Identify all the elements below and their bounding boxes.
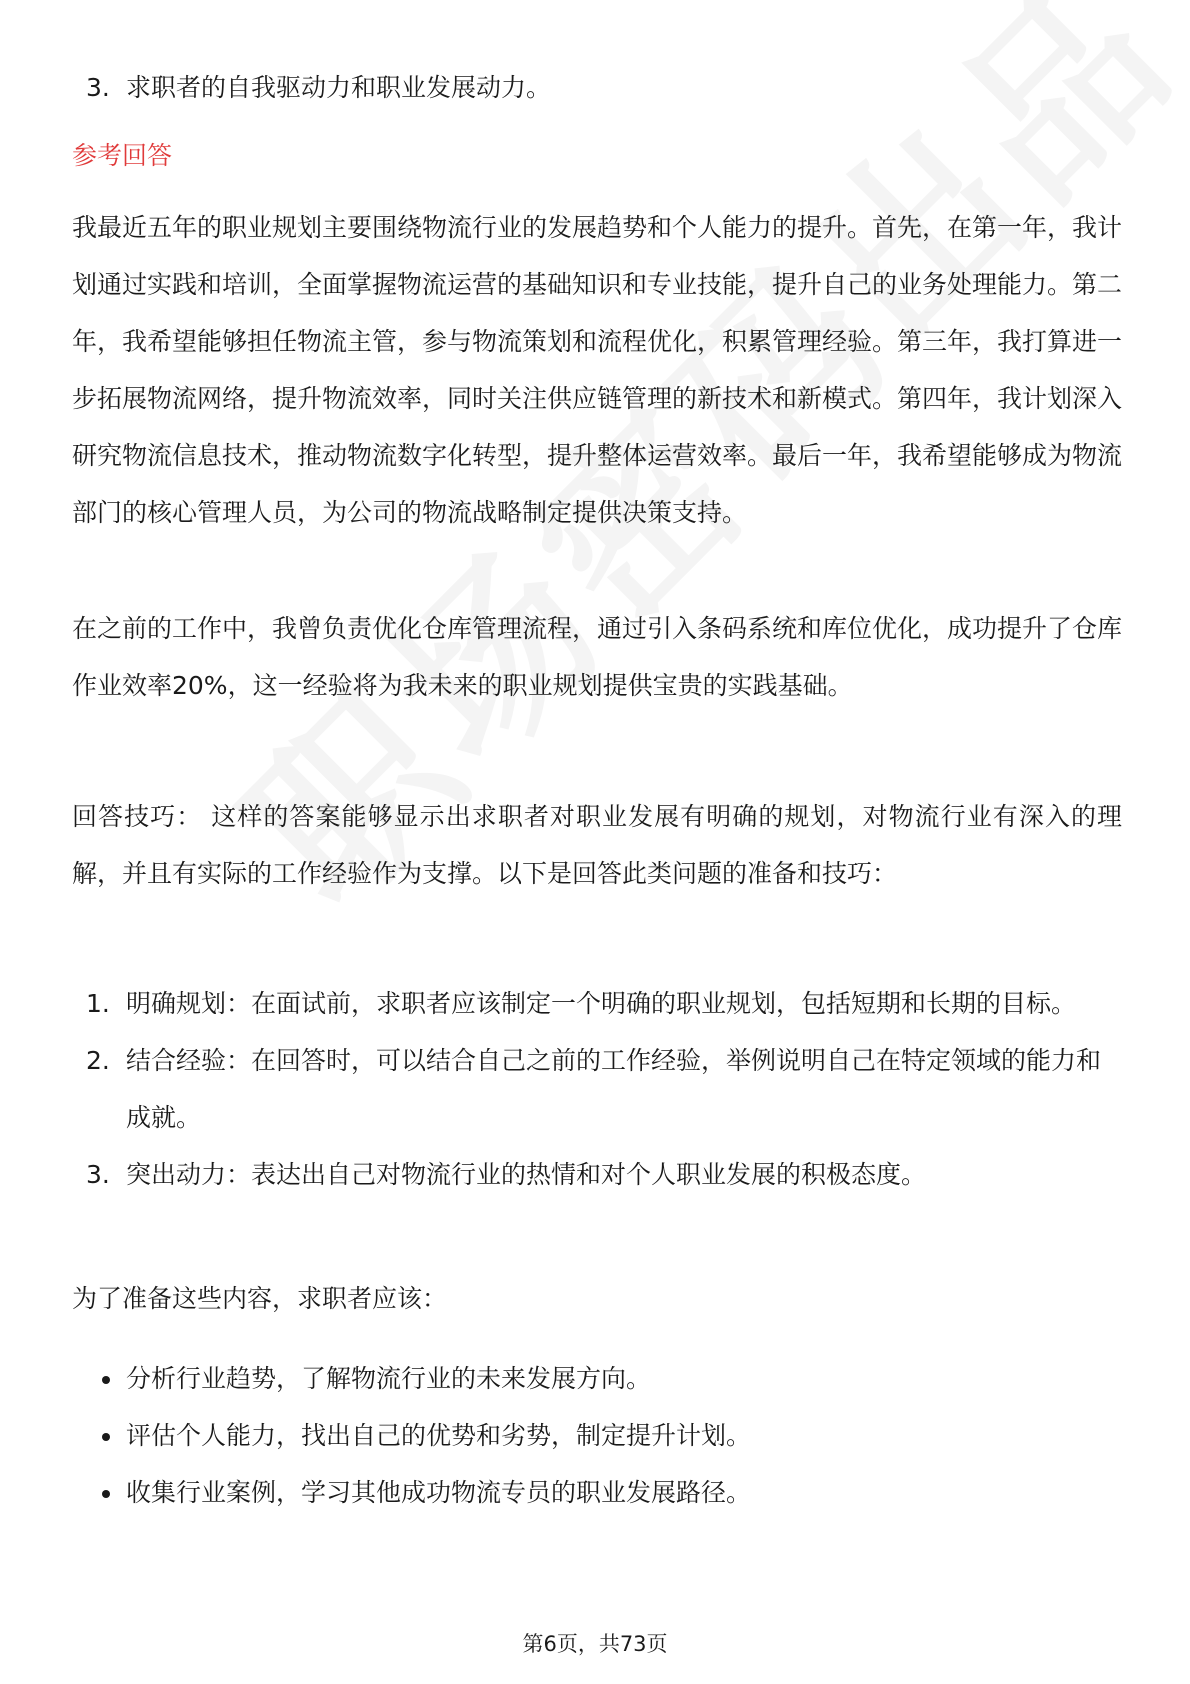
list-item-text: 评估个人能力，找出自己的优势和劣势，制定提升计划。 [126, 1421, 752, 1450]
experience-paragraph: 在之前的工作中，我曾负责优化仓库管理流程，通过引入条码系统和库位优化，成功提升了仓库作业效率20%，这一经验将为我未来的职业规划提供宝贵的实践基础。 [72, 614, 1123, 700]
list-number: 3. [86, 73, 110, 102]
tips-list [72, 975, 1122, 1203]
list-item [72, 1407, 1122, 1464]
tips-paragraph: 回答技巧： 这样的答案能够显示出求职者对职业发展有明确的规划，对物流行业有深入的理解，并且有实际的工作经验作为支撑。以下是回答此类问题的准备和技巧： [72, 802, 1122, 888]
bullet-icon [102, 1490, 110, 1498]
list-number: 3. [86, 1160, 110, 1189]
list-item-text: 分析行业趋势，了解物流行业的未来发展方向。 [126, 1364, 652, 1393]
bullet-icon [102, 1376, 110, 1384]
list-item-text: 求职者的自我驱动力和职业发展动力。 [126, 73, 552, 102]
list-item-text: 突出动力：表达出自己对物流行业的热情和对个人职业发展的积极态度。 [126, 1160, 927, 1189]
list-item-text: 明确规划：在面试前，求职者应该制定一个明确的职业规划，包括短期和长期的目标。 [126, 989, 1077, 1018]
page-footer: 第6页，共73页 [522, 1632, 668, 1656]
answer-paragraph: 我最近五年的职业规划主要围绕物流行业的发展趋势和个人能力的提升。首先，在第一年，我计划通过实践和培训，全面掌握物流运营的基础知识和专业技能，提升自己的业务处理能力。第二年，我希望能够担任物流主管，参与物流策划和流程优化，积累管理经验。第三年，我打算进一步拓展物流网络，提升物流效率，同时关注供应链管理的新技术和新模式。第四年，我计划深入研究物流信息技术，推动物流数字化转型，提升整体运营效率。最后一年，我希望能够成为物流部门的核心管理人员，为公司的物流战略制定提供决策支持。 [72, 213, 1123, 527]
list-item [72, 975, 1122, 1032]
list-number: 1. [86, 989, 110, 1018]
list-item-text: 结合经验：在回答时，可以结合自己之前的工作经验，举例说明自己在特定领域的能力和成就。 [126, 1046, 1102, 1132]
list-item [72, 1464, 1122, 1521]
prep-list [72, 1350, 1122, 1521]
prep-paragraph: 为了准备这些内容，求职者应该： [72, 1284, 448, 1313]
list-item [72, 1146, 1122, 1203]
list-item [72, 1032, 1122, 1146]
list-item-text: 收集行业案例，学习其他成功物流专员的职业发展路径。 [126, 1478, 752, 1507]
section-heading: 参考回答 [72, 141, 173, 170]
list-item [72, 1350, 1122, 1407]
bullet-icon [102, 1433, 110, 1441]
list-item [72, 59, 1176, 116]
list-number: 2. [86, 1046, 110, 1075]
